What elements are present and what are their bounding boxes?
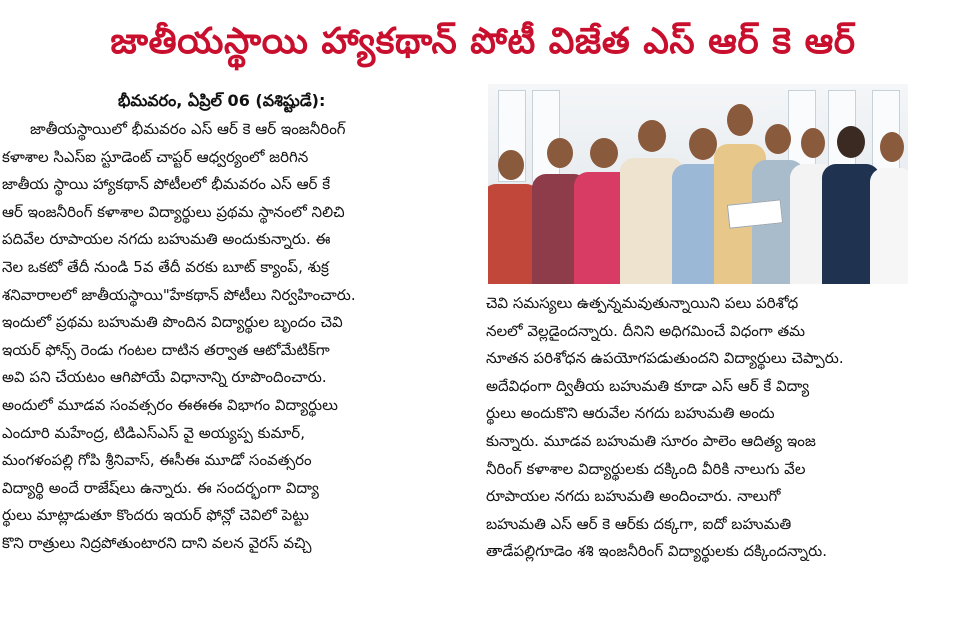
- right-column: [486, 290, 956, 566]
- text-line: అవి పని చేయటం ఆగిపోయే విధానాన్ని రూపొందించారు.: [2, 368, 327, 387]
- text-line: రూపాయల నగదు బహుమతి అందించారు. నాలుగో: [486, 487, 781, 506]
- text-line: విద్యార్థి అందే రాజేష్‌లు ఉన్నారు. ఈ సందర్భంగా విద్యా: [2, 478, 319, 497]
- text-line: ర్థులు మాట్లాడుతూ కొందరు ఇయర్ ఫోన్లో చెవిలో పెట్టు: [2, 506, 309, 525]
- text-line: కళాశాల సిఎస్ఐ స్టూడెంట్ చాప్టర్ ఆధ్వర్యంలో జరిగిన: [2, 147, 309, 166]
- left-column: [2, 116, 470, 558]
- text-line: ఇయర్ ఫోన్స్ రెండు గంటల దాటిన తర్వాత ఆటోమేటిక్‌గా: [2, 340, 330, 359]
- text-line: జాతీయస్థాయిలో భీమవరం ఎస్ ఆర్ కె ఆర్ ఇంజనీరింగ్: [30, 120, 346, 138]
- text-line: ఎందూరి మహేంద్ర, టిడిఎస్ఎస్ వై అయ్యప్ప కుమార్,: [2, 423, 305, 442]
- headline: జాతీయస్థాయి హ్యాకథాన్ పోటీ విజేత ఎస్ ఆర్ కె ఆర్: [110, 21, 856, 62]
- text-line: అందులో మూడవ సంవత్సరం ఈఈఈ విభాగం విద్యార్థులు: [2, 395, 338, 414]
- text-line: నెల ఒకటో తేదీ నుండి 5వ తేదీ వరకు బూట్ క్యాంప్, శుక్ర: [2, 257, 329, 276]
- text-line: చెవి సమస్యలు ఉత్పన్నమవుతున్నాయిని పలు పరిశోధ: [486, 294, 799, 312]
- dateline: భీమవరం, ఏప్రిల్ 06 (వశిష్టుడే):: [118, 91, 326, 110]
- text-line: నలలో వెల్లడైందన్నారు. దీనిని అధిగమించే విధంగా తమ: [486, 321, 806, 340]
- text-line: జాతీయ స్థాయి హ్యాకథాన్ పోటీలలో భీమవరం ఎస్ ఆర్ కే: [2, 175, 331, 194]
- text-line: శనివారాలలో జాతీయస్థాయి"హేకథాన్ పోటీలు నిర్వహించారు.: [2, 285, 356, 304]
- text-line: మంగళంపల్లి గోపి శ్రీనివాస్, ఈసీఈ మూడో సంవత్సరం: [2, 451, 312, 470]
- text-line: నీరింగ్ కళాశాల విద్యార్థులకు దక్కింది వీరికి నాలుగు వేల: [486, 459, 806, 478]
- text-line: కొని రాత్రులు నిద్రపోతుంటారని దాని వలన వైరస్ వచ్చి: [2, 533, 312, 552]
- text-line: తాడేపల్లిగూడెం శశి ఇంజనీరింగ్ విద్యార్థులకు దక్కిందన్నారు.: [486, 542, 827, 561]
- text-line: ర్థులు అందుకొని ఆరువేల నగదు బహుమతి అందు: [486, 404, 775, 423]
- text-line: బహుమతి ఎస్ ఆర్ కె ఆర్‌కు దక్కగా, ఐదో బహుమతి: [486, 514, 792, 533]
- text-line: పదివేల రూపాయల నగదు బహుమతి అందుకున్నారు. ఈ: [2, 230, 331, 249]
- text-line: ఆర్ ఇంజనీరింగ్ కళాశాల విద్యార్థులు ప్రథమ స్థానంలో నిలిచి: [2, 202, 345, 221]
- text-line: అదేవిధంగా ద్వితీయ బహుమతి కూడా ఎస్ ఆర్ కే విద్యా: [486, 376, 810, 395]
- text-line: నూతన పరిశోధన ఉపయోగపడుతుందని విద్యార్థులు చెప్పారు.: [486, 349, 844, 368]
- text-line: కున్నారు. మూడవ బహుమతి సూరం పాలెం ఆదిత్య ఇంజ: [486, 431, 816, 450]
- text-line: ఇందులో ప్రథమ బహుమతి పొందిన విద్యార్థుల బృందం చెవి: [2, 313, 343, 332]
- group-photo-icon: [488, 84, 908, 284]
